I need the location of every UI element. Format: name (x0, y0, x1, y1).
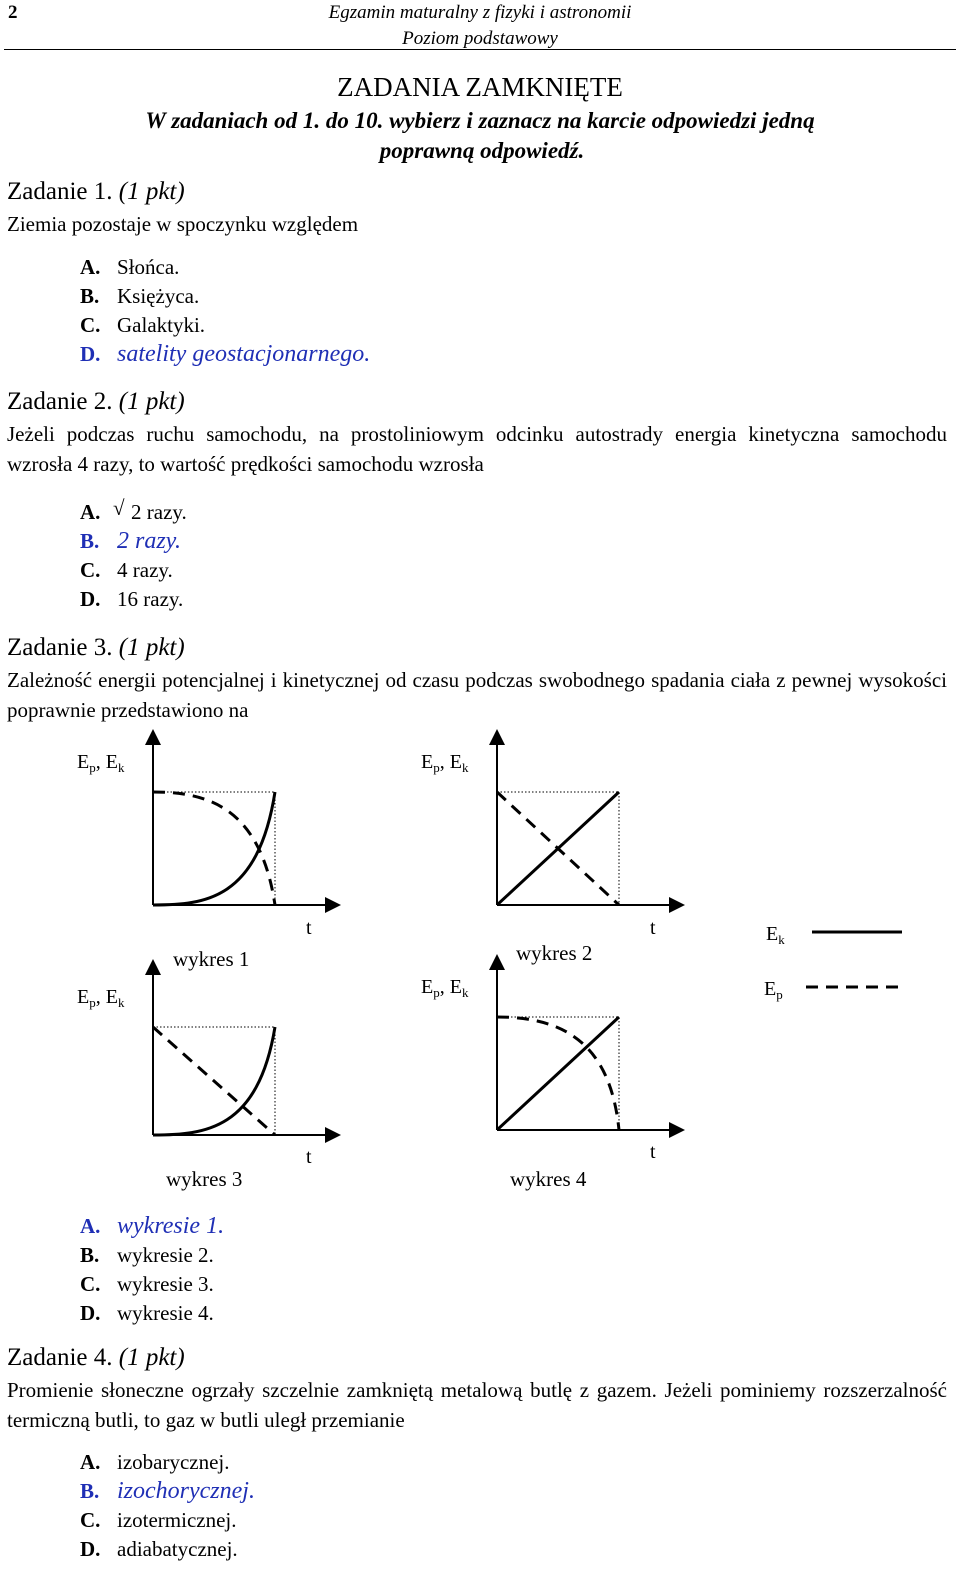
graph-legend (764, 923, 906, 1002)
task-4-answers (80, 1448, 255, 1564)
page-number: 2 (8, 2, 18, 23)
answer-text: wykresie 4. (117, 1301, 214, 1325)
answer-option[interactable] (80, 1506, 255, 1535)
answer-letter: B. (80, 284, 100, 308)
answer-option[interactable] (80, 1535, 255, 1564)
graph-caption: wykres 3 (166, 1167, 243, 1191)
sqrt-expression (113, 496, 187, 527)
task-points: (1 pkt) (118, 388, 185, 415)
answer-letter: A. (80, 500, 101, 524)
answer-letter: C. (80, 1272, 101, 1296)
legend-ek-label: $E_k$ (766, 923, 785, 947)
answer-option[interactable] (80, 585, 187, 614)
answer-option[interactable] (80, 253, 370, 282)
task-2-heading (7, 388, 185, 416)
answer-text: izobarycznej. (117, 1450, 230, 1474)
answer-text: 4 razy. (117, 558, 173, 582)
task-points: (1 pkt) (118, 634, 185, 661)
answer-text: 2 razy. (131, 500, 187, 524)
ek-line (497, 1017, 619, 1130)
task-1-stem: Ziemia pozostaje w spoczynku względem (7, 212, 359, 236)
x-axis-label: t (650, 917, 656, 939)
task-points: (1 pkt) (118, 178, 185, 205)
section-instruction (0, 106, 960, 166)
task-title: Zadanie 4. (7, 1344, 113, 1371)
task-4-heading (7, 1344, 185, 1372)
x-axis-label: t (306, 1146, 312, 1168)
answer-letter: A. (80, 1214, 101, 1238)
answer-text: 16 razy. (117, 587, 184, 611)
exam-level: Poziom podstawowy (402, 28, 558, 49)
answer-letter: D. (80, 342, 101, 366)
answer-option[interactable] (80, 311, 370, 340)
exam-header (240, 0, 720, 52)
answer-text: satelity geostacjonarnego. (117, 341, 371, 367)
task-3-heading (7, 634, 185, 662)
task-1-heading (7, 178, 185, 206)
answer-text: adiabatycznej. (117, 1537, 238, 1561)
x-axis-label: t (306, 917, 312, 939)
section-title: ZADANIA ZAMKNIĘTE (337, 72, 623, 102)
task-points: (1 pkt) (118, 1344, 185, 1371)
y-axis-label: $E_p$, $E_k$ (421, 751, 469, 775)
answer-letter: A. (80, 255, 101, 279)
answer-letter: A. (80, 1450, 101, 1474)
y-axis-label: $E_p$, $E_k$ (77, 986, 125, 1010)
sqrt-icon: √ (113, 496, 125, 520)
legend-ep-label: $E_p$ (764, 978, 783, 1002)
task-4-stem: Promienie słoneczne ogrzały szczelnie zamkniętą metalową butlę z gazem. Jeżeli pominiemy rozszerzalność termiczną butli, to gaz w butli uległ przemianie (7, 1378, 947, 1432)
answer-option-correct[interactable] (80, 1477, 255, 1506)
task-2-answers (80, 498, 187, 614)
energy-graphs-diagram (0, 720, 960, 1200)
graph-3 (77, 967, 333, 1191)
answer-text: wykresie 2. (117, 1243, 214, 1267)
answer-letter: D. (80, 1537, 101, 1561)
graph-2 (421, 737, 677, 965)
answer-letter: C. (80, 1508, 101, 1532)
answer-option[interactable] (80, 498, 187, 527)
ep-line (153, 1027, 275, 1135)
graph-4 (421, 962, 677, 1191)
task-title: Zadanie 2. (7, 388, 113, 415)
answer-letter: B. (80, 529, 100, 553)
task-3-stem: Zależność energii potencjalnej i kinetycznej od czasu podczas swobodnego spadania ciała z pewnej wysokości poprawnie przedstawiono na (7, 668, 947, 722)
answer-text: Słońca. (117, 255, 180, 279)
answer-text: izochorycznej. (117, 1478, 255, 1504)
answer-letter: C. (80, 313, 101, 337)
exam-title: Egzamin maturalny z fizyki i astronomii (328, 2, 632, 23)
task-1-answers (80, 253, 370, 369)
x-axis-label: t (650, 1141, 656, 1163)
y-axis-label: $E_p$, $E_k$ (421, 976, 469, 1000)
graph-caption: wykres 4 (510, 1167, 587, 1191)
answer-text: wykresie 1. (117, 1213, 225, 1239)
header-divider (4, 49, 956, 50)
ep-curve (153, 792, 275, 905)
y-axis-label: $E_p$, $E_k$ (77, 751, 125, 775)
answer-letter: B. (80, 1243, 100, 1267)
answer-text: izotermicznej. (117, 1508, 237, 1532)
answer-text: Galaktyki. (117, 313, 206, 337)
answer-option-correct[interactable] (80, 340, 370, 369)
answer-letter: B. (80, 1479, 100, 1503)
answer-option[interactable] (80, 1241, 224, 1270)
answer-letter: D. (80, 587, 101, 611)
task-2-stem: Jeżeli podczas ruchu samochodu, na prostoliniowym odcinku autostrady energia kinetyczna samochodu wzrosła 4 razy, to wartość prędkości samochodu wzrosła (7, 422, 947, 476)
graph-1 (77, 737, 333, 971)
answer-text: 2 razy. (117, 528, 182, 554)
answer-option[interactable] (80, 1448, 255, 1477)
answer-text: Księżyca. (117, 284, 200, 308)
answer-option[interactable] (80, 556, 187, 585)
answer-letter: D. (80, 1301, 101, 1325)
graph-caption: wykres 2 (516, 941, 593, 965)
instruction-line-2: poprawną odpowiedź. (379, 138, 585, 163)
answer-option[interactable] (80, 282, 370, 311)
guide-line (153, 792, 275, 905)
answer-option-correct[interactable] (80, 1212, 224, 1241)
task-title: Zadanie 3. (7, 634, 113, 661)
instruction-line-1: W zadaniach od 1. do 10. wybierz i zaznacz na karcie odpowiedzi jedną (145, 108, 815, 133)
answer-option[interactable] (80, 1270, 224, 1299)
task-title: Zadanie 1. (7, 178, 113, 205)
answer-option[interactable] (80, 1299, 224, 1328)
ek-curve (153, 792, 275, 905)
answer-letter: C. (80, 558, 101, 582)
graph-caption: wykres 1 (173, 947, 250, 971)
task-3-answers (80, 1212, 224, 1328)
answer-text: wykresie 3. (117, 1272, 214, 1296)
answer-option-correct[interactable] (80, 527, 187, 556)
